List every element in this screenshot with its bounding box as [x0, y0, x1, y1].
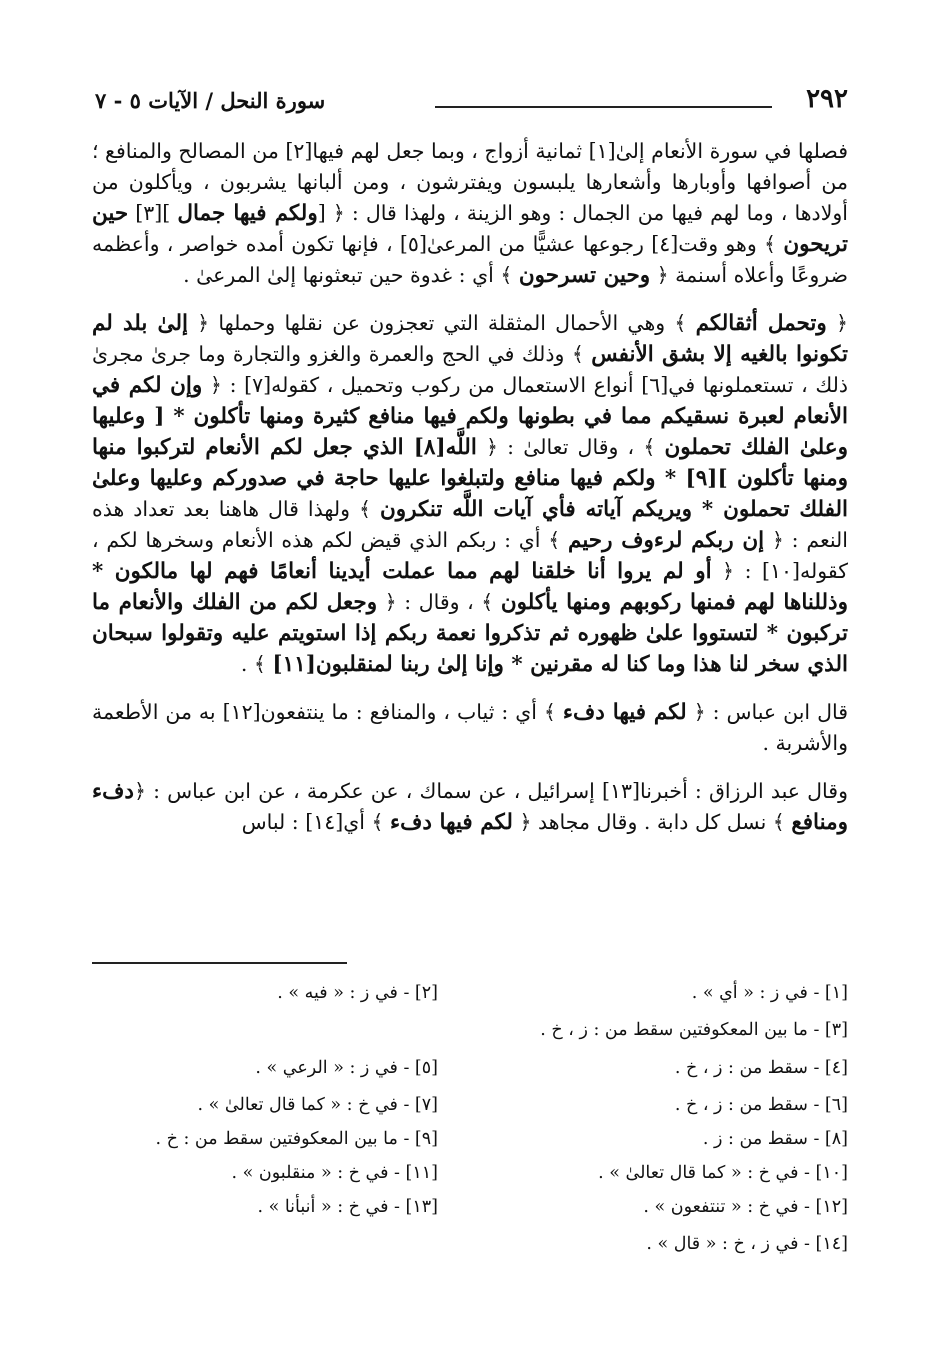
text-run: ﴿	[826, 311, 849, 335]
paragraph-1	[92, 136, 848, 291]
footnote-13: [١٣] - في خ : « أنبأنا » .	[257, 1197, 438, 1217]
paragraph-4	[92, 776, 848, 838]
text-run: ﴾ وذلك في الحج والعمرة والغزو والتجارة وما جرىٰ مجرىٰ ذلك ، تستعملونها في[٦] أنواع الاستعمال من ركوب وتحميل ، كقوله[٧] : ﴿	[92, 342, 849, 397]
text-run: قال ابن عباس : ﴿	[686, 700, 849, 724]
quran-quote: إن ربكم لرءوف رحيم	[568, 528, 765, 553]
footnote-rule	[92, 962, 347, 964]
text-run: ﴾ وهي الأحمال المثقلة التي تعجزون عن نقلها وحملها ﴿	[188, 311, 696, 335]
footnote-4: [٤] - سقط من : ز ، خ .	[674, 1058, 848, 1078]
page-number: ٢٩٢	[806, 84, 848, 114]
text-run: ][٣]	[128, 201, 178, 225]
footnote-2: [٢] - في ز : « فيه » .	[277, 983, 438, 1003]
header-rule	[435, 106, 772, 108]
quran-quote: إلىٰ بلد لم تكونوا بالغيه إلا بشق الأنفس	[92, 311, 848, 367]
footnote-3: [٣] - ما بين المعكوفتين سقط من : ز ، خ .	[540, 1020, 848, 1040]
quran-quote: لكم فيها دفء	[562, 700, 687, 725]
text-run: ﴾ .	[240, 652, 273, 676]
text-run: ﴾ أي : ثياب ، والمنافع : ما ينتفعون[١٢] به من الأطعمة والأشربة .	[92, 700, 848, 755]
footnote-8: [٨] - سقط من : ز .	[702, 1129, 848, 1149]
footnote-11: [١١] - في خ : « منقلبون » .	[231, 1163, 438, 1183]
quran-quote: حين تريحون	[92, 201, 848, 257]
quran-quote: اللَّه[٨] الذي جعل لكم الأنعام لتركبوا منها ومنها تأكلون ][٩] * ولكم فيها منافع ولتبلغوا عليها حاجة في صدوركم وعليها وعلىٰ الفلك تحملون * ويريكم آياته فأي آيات اللَّه تنكرون	[92, 435, 848, 522]
text-run: ﴾ ولهذا قال هاهنا بعد تعداد هذه النعم : ﴿	[92, 497, 848, 552]
footnote-10: [١٠] - في خ : « كما قال تعالىٰ » .	[598, 1163, 848, 1183]
paragraph-3	[92, 697, 848, 759]
quran-quote: أو لم يروا أنا خلقنا لهم مما عملت أيدينا أنعامًا فهم لها مالكون * وذللناها لهم فمنها ركوبهم ومنها يأكلون	[92, 559, 848, 615]
quran-quote: وتحمل أثقالكم	[695, 311, 827, 336]
quran-quote: لكم فيها دفء	[390, 810, 513, 835]
text-run: فصلها في سورة الأنعام إلىٰ[١] ثمانية أزواج ، وبما جعل لهم فيها[٢] من المصالح والمنافع ؛ من أصوافها وأوبارها وأشعارها يلبسون ويفترشون ، ومن ألبانها يشربون ، ويأكلون من أولادها ، وما لهم فيها من الجمال : وهو الزينة ، ولهذا قال : ﴿ [	[92, 139, 848, 225]
quran-quote: دفء ومنافع	[92, 779, 848, 835]
text-run: ﴾ ، وقال تعالىٰ : ﴿	[476, 435, 665, 459]
footnote-1: [١] - في ز : « أي » .	[691, 983, 848, 1003]
text-run: ﴾ وهو وقت[٤] رجوعها عشيًّا من المرعىٰ[٥] ، فإنها تكون أمده خواصر ، وأعظمه ضروعًا وأعلاه أسنمة ﴿	[92, 232, 848, 287]
running-title: سورة النحل / الآيات ٥ - ٧	[95, 88, 326, 113]
text-run: ﴾ أي[١٤] : لباس	[241, 810, 391, 834]
quran-quote: وإن لكم في الأنعام لعبرة نسقيكم مما في بطونها ولكم فيها منافع كثيرة ومنها تأكلون * [ وعليها وعلىٰ الفلك تحملون	[92, 373, 848, 460]
text-run: ﴾ ، وقال : ﴿	[377, 590, 501, 614]
quran-quote: وجعل لكم من الفلك والأنعام ما تركبون * لتستووا علىٰ ظهوره ثم تذكروا نعمة ربكم إذا استويتم عليه وتقولوا سبحان الذي سخر لنا هذا وما كنا له مقرنين * وإنا إلىٰ ربنا لمنقلبون[١١]	[92, 590, 848, 677]
footnote-7: [٧] - في خ : « كما قال تعالىٰ » .	[197, 1095, 438, 1115]
main-text	[92, 136, 848, 855]
text-run: ﴾ نسل كل دابة . وقال مجاهد ﴿	[512, 810, 792, 834]
footnote-5: [٥] - في ز : « الرعي » .	[255, 1058, 438, 1078]
text-run: ﴾ أي : غدوة حين تبعثونها إلىٰ المرعىٰ .	[183, 263, 519, 287]
paragraph-2	[92, 308, 848, 680]
footnote-14: [١٤] - في ز ، خ : « قال » .	[646, 1234, 848, 1254]
footnote-6: [٦] - سقط من : ز ، خ .	[674, 1095, 848, 1115]
text-run: وقال عبد الرزاق : أخبرنا[١٣] إسرائيل ، عن سماك ، عن عكرمة ، عن ابن عباس : ﴿	[133, 779, 848, 803]
text-run: ﴾ أي : ربكم الذي قيض لكم هذه الأنعام وسخرها لكم ، كقوله[١٠] : ﴿	[92, 528, 848, 583]
page-header	[95, 84, 848, 124]
quran-quote: وحين تسرحون	[518, 263, 651, 288]
quran-quote: ولكم فيها جمال	[177, 201, 318, 226]
footnote-9: [٩] - ما بين المعكوفتين سقط من : خ .	[155, 1129, 438, 1149]
footnote-12: [١٢] - في خ : « تنتفعون » .	[643, 1197, 848, 1217]
